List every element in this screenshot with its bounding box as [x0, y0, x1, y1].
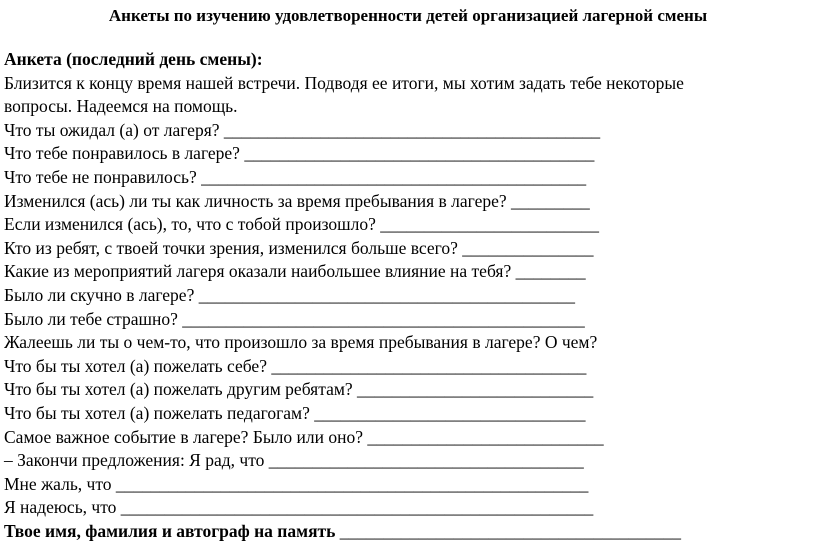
question-line: Что бы ты хотел (а) пожелать педагогам? _______________________________ [4, 402, 586, 423]
question-line: Что ты ожидал (а) от лагеря? ___________________________________________ [4, 119, 601, 140]
intro-line: вопросы. Надеемся на помощь. [4, 96, 238, 117]
document-title: Анкеты по изучению удовлетворенности детей организацией лагерной смены [108, 6, 708, 25]
questionnaire-page [4, 0, 812, 543]
question-line: Я надеюсь, что ______________________________________________________ [4, 497, 594, 518]
question-line: Изменился (ась) ли ты как личность за время пребывания в лагере? _________ [4, 190, 590, 211]
question-line: Какие из мероприятий лагеря оказали наибольшее влияние на тебя? ________ [4, 261, 586, 282]
intro-line: Близится к концу время нашей встречи. Подводя ее итоги, мы хотим задать тебе некоторые [4, 72, 684, 93]
question-line: Что тебе не понравилось? ____________________________________________ [4, 166, 587, 187]
signature-blank: _______________________________________ [335, 520, 682, 541]
spacer [4, 27, 812, 48]
signature-line [4, 520, 812, 544]
question-line: Если изменился (ась), то, что с тобой произошло? _________________________ [4, 214, 599, 235]
questionnaire-body [4, 72, 812, 544]
question-line: Было ли скучно в лагере? ___________________________________________ [4, 284, 575, 305]
question-line: Жалеешь ли ты о чем-то, что произошло за время пребывания в лагере? О чем? [4, 332, 598, 353]
question-line: Самое важное событие в лагере? Было или оно? ___________________________ [4, 426, 604, 447]
question-line: Было ли тебе страшно? ______________________________________________ [4, 308, 585, 329]
signature-label: Твое имя, фамилия и автограф на память [4, 520, 336, 541]
questionnaire-heading: Анкета (последний день смены): [4, 49, 263, 69]
question-line: Что тебе понравилось в лагере? ________________________________________ [4, 143, 595, 164]
question-line: Кто из ребят, с твоей точки зрения, изменился больше всего? _______________ [4, 237, 594, 258]
question-line: Что бы ты хотел (а) пожелать другим ребятам? ___________________________ [4, 379, 594, 400]
question-line: Что бы ты хотел (а) пожелать себе? ____________________________________ [4, 355, 587, 376]
question-line: Мне жаль, что ______________________________________________________ [4, 473, 589, 494]
question-line: – Закончи предложения: Я рад, что ____________________________________ [4, 450, 584, 471]
